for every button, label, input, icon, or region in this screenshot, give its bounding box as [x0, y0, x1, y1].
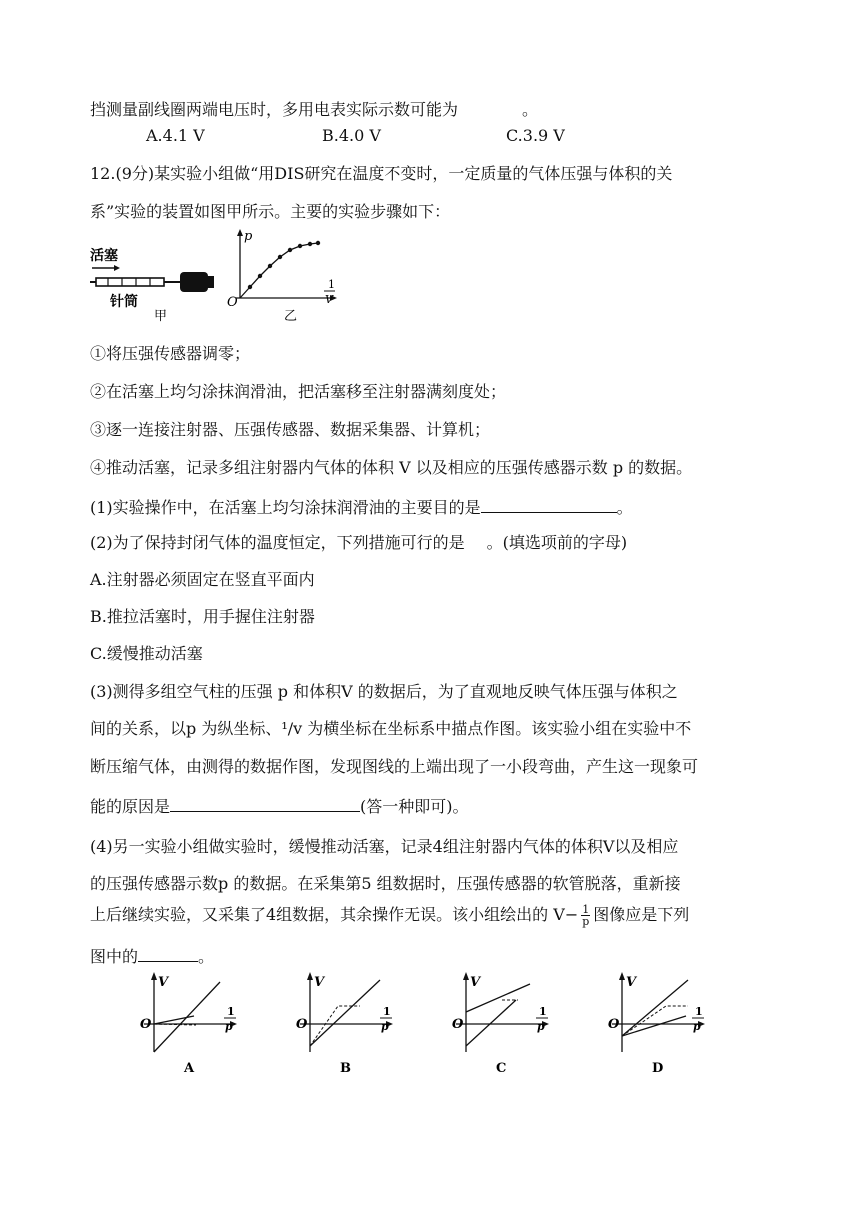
svg-text:V: V: [158, 975, 169, 990]
svg-text:1: 1: [383, 1005, 391, 1018]
graph-d-label: D: [652, 1061, 664, 1076]
svg-text:V: V: [470, 975, 481, 990]
answer-blank-4[interactable]: [138, 943, 198, 962]
svg-text:p: p: [537, 1020, 545, 1033]
step-4: ④推动活塞，记录多组注射器内气体的体积 V 以及相应的压强传感器示数 p 的数据。: [90, 458, 693, 477]
graph-b-label: B: [340, 1061, 351, 1076]
apparatus-figure: [88, 226, 350, 324]
sub3-line-1: (3)测得多组空气柱的压强 p 和体积V 的数据后，为了直观地反映气体压强与体积之: [90, 682, 678, 701]
sub4-line-4: 图中的 。: [90, 943, 214, 968]
svg-text:O: O: [140, 1017, 152, 1032]
sub4-line-1: (4)另一实验小组做实验时，缓慢推动活塞，记录4组注射器内气体的体积V以及相应: [90, 837, 679, 856]
svg-text:O: O: [452, 1017, 464, 1032]
sub3-line-2: 间的关系，以p 为纵坐标、¹/v 为横坐标在坐标系中描点作图。该实验小组在实验中不: [90, 719, 692, 738]
q12-intro-line-2: 系”实验的装置如图甲所示。主要的实验步骤如下：: [90, 202, 451, 221]
syringe-label: 针筒: [110, 294, 138, 310]
q11-tail-line: 挡测量副线圈两端电压时，多用电表实际示数可能为 。: [90, 100, 539, 119]
answer-blank-1[interactable]: [481, 494, 617, 513]
step-1: ①将压强传感器调零；: [90, 344, 251, 363]
piston-label: 活塞: [90, 248, 118, 264]
svg-text:1: 1: [695, 1005, 703, 1018]
syringe-apparatus: [90, 247, 214, 324]
svg-text:V: V: [626, 975, 637, 990]
p-inverse-v-graph: [227, 229, 337, 324]
sub4-line-3: 上后继续实验，又采集了4组数据，其余操作无误。该小组绘出的 V− $\frac{1}{p}$ 图像应是下列: [90, 903, 690, 928]
one-over-p-fraction: $\frac{1}{p}$: [582, 903, 590, 928]
svg-text:1: 1: [227, 1005, 235, 1018]
graph-c: [452, 972, 549, 1076]
sub2-line: (2)为了保持封闭气体的温度恒定，下列措施可行的是 。(填选项前的字母): [90, 533, 628, 552]
answer-blank-3[interactable]: [170, 793, 360, 812]
sub2-option-a: A.注射器必须固定在竖直平面内: [90, 570, 315, 589]
graph-d: [608, 972, 705, 1076]
graph-b: [296, 972, 393, 1076]
graph-a-label: A: [184, 1061, 195, 1076]
sub3-line-3: 断压缩气体，由测得的数据作图，发现图线的上端出现了一小段弯曲，产生这一现象可: [90, 757, 699, 776]
sub2-option-c: C.缓慢推动活塞: [90, 644, 203, 663]
step-3: ③逐一连接注射器、压强传感器、数据采集器、计算机；: [90, 420, 491, 439]
sub1-line: (1)实验操作中，在活塞上均匀涂抹润滑油的主要目的是 。: [90, 494, 633, 519]
step-2: ②在活塞上均匀涂抹润滑油，把活塞移至注射器满刻度处；: [90, 382, 507, 401]
svg-text:V: V: [325, 293, 333, 306]
q11-option-b: B.4.0 V: [322, 126, 381, 145]
q11-option-a: A.4.1 V: [146, 126, 205, 145]
graph-a: [140, 972, 237, 1076]
option-graphs: [134, 966, 734, 1078]
q11-tail-text: 挡测量副线圈两端电压时，多用电表实际示数可能为: [90, 100, 459, 119]
sub2-option-b: B.推拉活塞时，用手握住注射器: [90, 607, 315, 626]
svg-text:O: O: [296, 1017, 308, 1032]
graph-c-label: C: [496, 1061, 507, 1076]
svg-text:1: 1: [328, 278, 335, 291]
sub4-line-2: 的压强传感器示数p 的数据。在采集第5 组数据时，压强传感器的软管脱落，重新接: [90, 874, 681, 893]
sub3-line-4: 能的原因是 (答一种即可)。: [90, 793, 469, 818]
axis-p-label: p: [244, 229, 253, 244]
svg-text:1: 1: [539, 1005, 547, 1018]
q12-intro-line-1: 12.(9分)某实验小组做“用DIS研究在温度不变时，一定质量的气体压强与体积的关: [90, 164, 673, 183]
q11-option-c: C.3.9 V: [506, 126, 565, 145]
svg-text:p: p: [693, 1020, 701, 1033]
caption-yi: 乙: [284, 309, 298, 324]
svg-text:O: O: [608, 1017, 620, 1032]
origin-label: O: [227, 295, 238, 310]
caption-jia: 甲: [154, 309, 168, 324]
svg-text:p: p: [381, 1020, 389, 1033]
svg-text:p: p: [225, 1020, 233, 1033]
svg-text:V: V: [314, 975, 325, 990]
